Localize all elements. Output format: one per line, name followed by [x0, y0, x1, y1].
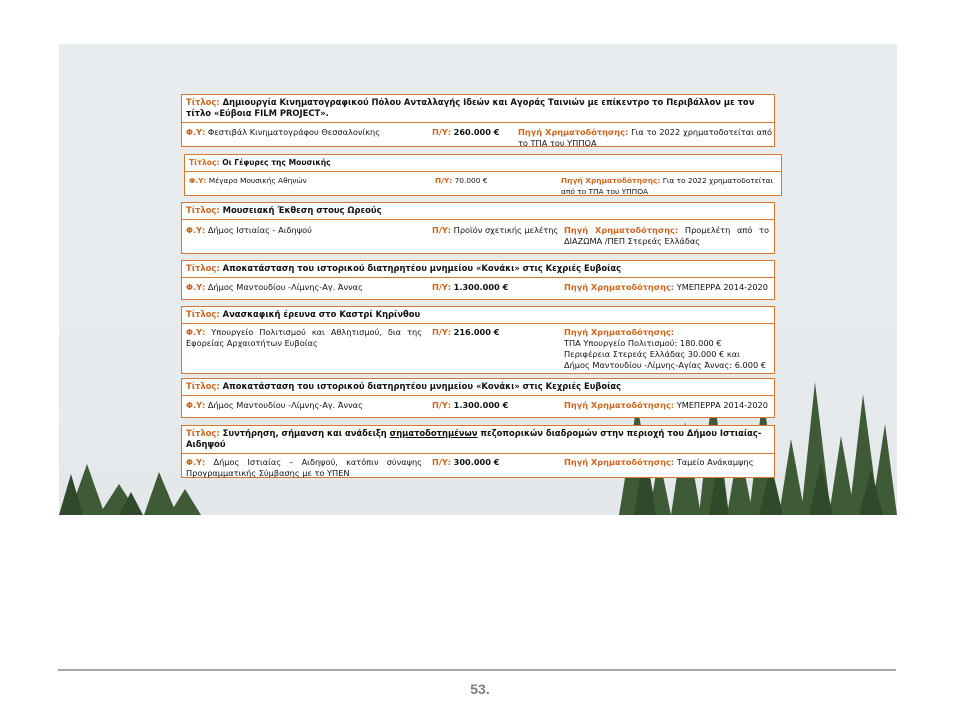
budget-value: 300.000 €: [453, 457, 500, 467]
budget-value: 1.300.000 €: [453, 282, 509, 292]
card-details-row: [182, 220, 774, 255]
project-title-underlined: σηματοδοτημένων: [389, 428, 478, 438]
body-value: Δήμος Μαντουδίου -Λίμνης-Αγ. Άννας: [207, 400, 363, 410]
card-details-row: [185, 172, 781, 201]
project-card-7: [181, 425, 775, 478]
funding-value: Ταμείο Ανάκαμψης: [676, 457, 754, 467]
body-cell: [189, 175, 425, 186]
title-label: Τίτλος:: [186, 309, 220, 319]
project-title-start: Συντήρηση, σήμανση και ανάδειξη: [222, 428, 390, 438]
budget-label: Π/Υ:: [432, 457, 452, 467]
body-cell: [186, 127, 422, 138]
card-details-row: [182, 278, 774, 302]
card-title-row: [182, 379, 774, 396]
project-card-3: [181, 202, 775, 254]
card-title-row: [182, 95, 774, 123]
body-label: Φ.Υ:: [186, 225, 206, 235]
funding-cell: [564, 327, 769, 371]
project-card-5: [181, 306, 775, 374]
funding-value: Προμελέτη από το ΔΙΑΖΩΜΑ /ΠΕΠ Στερεάς Ελλάδας: [564, 225, 769, 246]
budget-label: Π/Υ:: [432, 225, 452, 235]
project-title: Ανασκαφική έρευνα στο Καστρί Κηρίνθου: [222, 309, 421, 319]
funding-line: Δήμος Μαντουδίου -Λίμνης-Αγίας Άννας: 6.000 €: [564, 360, 766, 370]
body-cell: [186, 282, 422, 293]
body-value: Δήμος Ιστιαίας - Αιδηψού: [207, 225, 312, 235]
funding-value: ΥΜΕΠΕΡΡΑ 2014-2020: [676, 282, 768, 292]
budget-label: Π/Υ:: [432, 282, 452, 292]
title-label: Τίτλος:: [186, 428, 220, 438]
funding-value: Για το 2022 χρηματοδοτείται από το ΤΠΑ του ΥΠΠΟΑ: [518, 127, 772, 148]
title-label: Τίτλος:: [189, 158, 220, 167]
body-label: Φ.Υ:: [186, 282, 206, 292]
funding-cell: [518, 127, 772, 149]
project-card-4: [181, 260, 775, 300]
budget-cell: [435, 175, 565, 186]
funding-cell: [564, 282, 769, 293]
funding-label: Πηγή Χρηματοδότησης:: [564, 282, 675, 292]
budget-cell: [432, 282, 562, 293]
budget-cell: [432, 400, 562, 411]
card-details-row: [182, 324, 774, 375]
card-title-row: [182, 203, 774, 220]
project-title: Αποκατάσταση του ιστορικού διατηρητέου μνημείου «Κονάκι» στις Κεχριές Ευβοίας: [222, 263, 622, 273]
budget-cell: [432, 457, 562, 468]
funding-label: Πηγή Χρηματοδότησης:: [564, 457, 675, 467]
budget-label: Π/Υ:: [435, 176, 453, 185]
card-title-row: [182, 261, 774, 278]
budget-value: Προϊόν σχετικής μελέτης: [453, 225, 559, 235]
funding-value: ΥΜΕΠΕΡΡΑ 2014-2020: [676, 400, 768, 410]
footer-divider: [58, 669, 896, 671]
funding-value: Για το 2022 χρηματοδοτείται από το ΤΠΑ του ΥΠΠΟΑ: [561, 176, 774, 196]
body-value: Μέγαρο Μουσικής Αθηνών: [208, 176, 307, 185]
project-title: Μουσειακή Έκθεση στους Ωρεούς: [222, 205, 382, 215]
funding-cell: [564, 400, 769, 411]
body-value: Φεστιβάλ Κινηματογράφου Θεσσαλονίκης: [207, 127, 381, 137]
budget-label: Π/Υ:: [432, 327, 452, 337]
card-title-row: [185, 155, 781, 172]
budget-value: 70.000 €: [454, 176, 488, 185]
project-title-end: πεζοπορικών διαδρομών στην περιοχή του Δήμου Ιστιαίας- Αιδηψού: [186, 428, 762, 449]
project-title: Δημιουργία Κινηματογραφικού Πόλου Ανταλλαγής Ιδεών και Αγοράς Ταινιών με επίκεντρο το Περιβάλλον με τον τίτλο «Εύβοια FILM PROJECT».: [186, 97, 755, 118]
title-label: Τίτλος:: [186, 381, 220, 391]
budget-value: 216.000 €: [453, 327, 500, 337]
funding-cell: [564, 457, 769, 468]
budget-label: Π/Υ:: [432, 400, 452, 410]
funding-label: Πηγή Χρηματοδότησης:: [564, 225, 679, 235]
project-card-2: [184, 154, 782, 196]
body-label: Φ.Υ:: [189, 176, 207, 185]
funding-label: Πηγή Χρηματοδότησης:: [518, 127, 629, 137]
project-title: Οι Γέφυρες της Μουσικής: [222, 158, 331, 167]
budget-value: 1.300.000 €: [453, 400, 509, 410]
body-cell: [186, 457, 422, 479]
card-details-row: [182, 454, 774, 487]
title-label: Τίτλος:: [186, 205, 220, 215]
funding-label: Πηγή Χρηματοδότησης:: [564, 400, 675, 410]
funding-label: Πηγή Χρηματοδότησης:: [561, 176, 661, 185]
budget-label: Π/Υ:: [432, 127, 452, 137]
page-number: 53.: [470, 681, 490, 697]
card-details-row: [182, 396, 774, 420]
body-cell: [186, 400, 422, 411]
body-label: Φ.Υ:: [186, 457, 206, 467]
project-card-1: [181, 94, 775, 147]
project-title: Αποκατάσταση του ιστορικού διατηρητέου μνημείου «Κονάκι» στις Κεχριές Ευβοίας: [222, 381, 622, 391]
budget-value: 260.000 €: [453, 127, 500, 137]
funding-label: Πηγή Χρηματοδότησης:: [564, 327, 675, 337]
body-label: Φ.Υ:: [186, 327, 206, 337]
card-title-row: [182, 426, 774, 454]
budget-cell: [432, 327, 562, 338]
body-cell: [186, 225, 422, 236]
project-card-6: [181, 378, 775, 418]
body-label: Φ.Υ:: [186, 127, 206, 137]
title-label: Τίτλος:: [186, 263, 220, 273]
budget-cell: [432, 225, 562, 236]
title-label: Τίτλος:: [186, 97, 220, 107]
body-label: Φ.Υ:: [186, 400, 206, 410]
body-value: Δήμος Ιστιαίας – Αιδηψού, κατόπιν σύναψης Προγραμματικής Σύμβασης με το ΥΠΕΝ: [186, 457, 422, 478]
body-cell: [186, 327, 422, 349]
body-value: Υπουργείο Πολιτισμού και Αθλητισμού, δια της Εφορείας Αρχαιοτήτων Ευβοίας: [186, 327, 422, 348]
card-title-row: [182, 307, 774, 324]
card-details-row: [182, 123, 774, 155]
body-value: Δήμος Μαντουδίου -Λίμνης-Αγ. Άννας: [207, 282, 363, 292]
funding-cell: [561, 175, 777, 197]
funding-cell: [564, 225, 769, 247]
funding-line: ΤΠΑ Υπουργείο Πολιτισμού: 180.000 €: [564, 338, 722, 348]
funding-line: Περιφέρεια Στερεάς Ελλάδας 30.000 € και: [564, 349, 740, 359]
